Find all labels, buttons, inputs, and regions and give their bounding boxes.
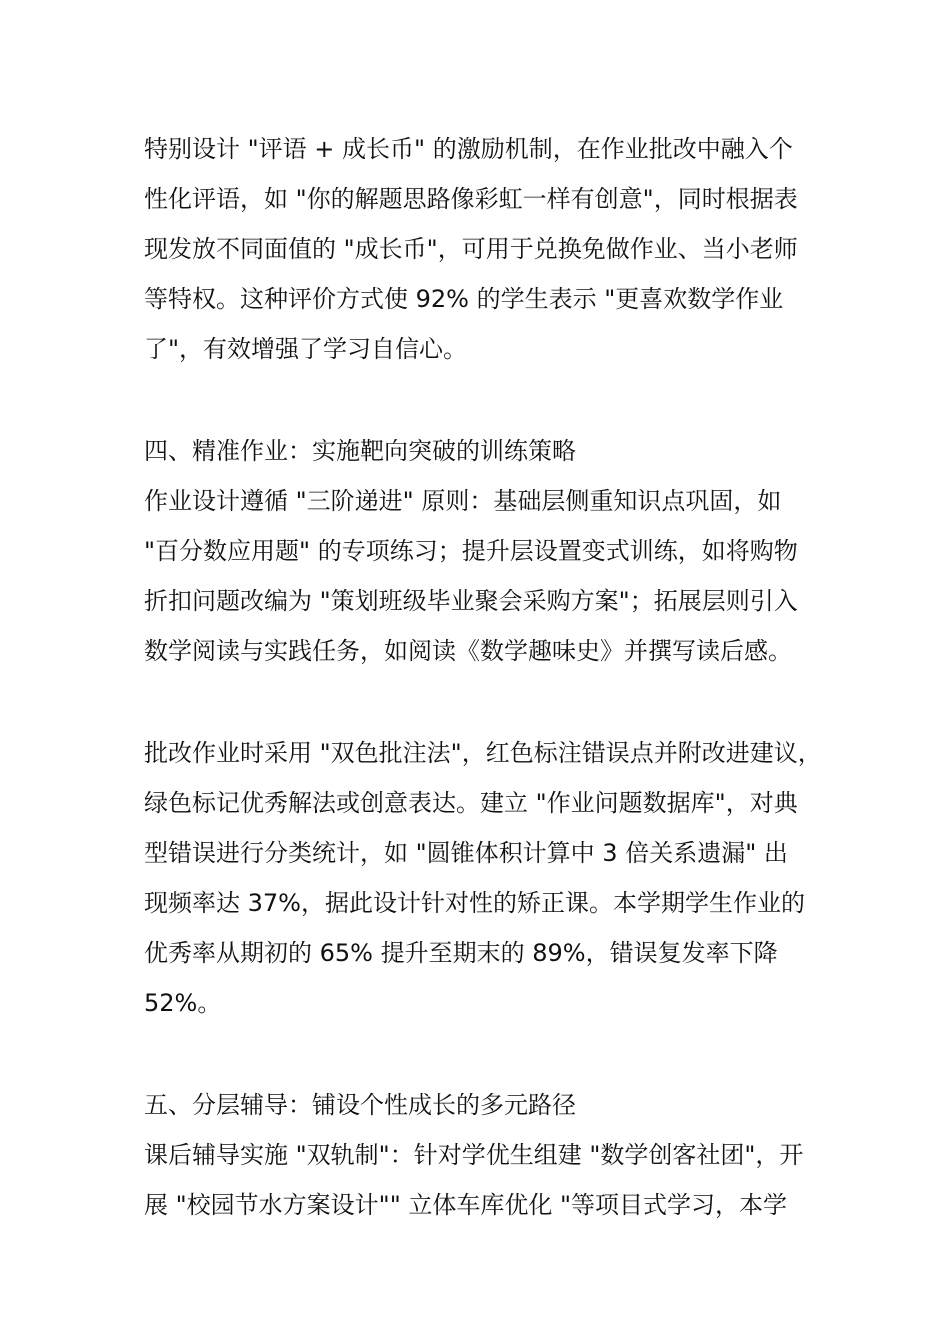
text-line: 等特权。这种评价方式使 92% 的学生表示 "更喜欢数学作业 — [144, 285, 784, 313]
text-line: 现频率达 37%，据此设计针对性的矫正课。本学期学生作业的 — [144, 889, 805, 917]
text-line: 现发放不同面值的 "成长币"，可用于兑换免做作业、当小老师 — [144, 235, 798, 263]
text-line: 优秀率从期初的 65% 提升至期末的 89%，错误复发率下降 — [144, 939, 778, 967]
text-line: 特别设计 "评语 + 成长币" 的激励机制，在作业批改中融入个 — [144, 135, 793, 163]
text-line: 作业设计遵循 "三阶递进" 原则：基础层侧重知识点巩固，如 — [144, 487, 782, 515]
text-line: 了"，有效增强了学习自信心。 — [144, 335, 468, 363]
text-line: 绿色标记优秀解法或创意表达。建立 "作业问题数据库"，对典 — [144, 789, 798, 817]
text-line: 展 "校园节水方案设计"" 立体车库优化 "等项目式学习，本学 — [144, 1191, 788, 1219]
document-page — [144, 124, 824, 1230]
paragraph-gap — [144, 676, 824, 728]
paragraph-gap — [144, 374, 824, 426]
section-heading-4: 四、精准作业：实施靶向突破的训练策略 — [144, 437, 576, 465]
text-line: 批改作业时采用 "双色批注法"，红色标注错误点并附改进建议， — [144, 739, 822, 767]
text-line: 52%。 — [144, 989, 222, 1017]
paragraph-growth-coin — [144, 124, 824, 374]
paragraph-tutoring — [144, 1130, 824, 1230]
section-heading-5: 五、分层辅导：铺设个性成长的多元路径 — [144, 1091, 576, 1119]
text-line: 型错误进行分类统计，如 "圆锥体积计算中 3 倍关系遗漏" 出 — [144, 839, 788, 867]
text-line: 性化评语，如 "你的解题思路像彩虹一样有创意"，同时根据表 — [144, 185, 798, 213]
text-line: 课后辅导实施 "双轨制"：针对学优生组建 "数学创客社团"，开 — [144, 1141, 804, 1169]
text-line: 折扣问题改编为 "策划班级毕业聚会采购方案"；拓展层则引入 — [144, 587, 798, 615]
text-line: 数学阅读与实践任务，如阅读《数学趣味史》并撰写读后感。 — [144, 637, 792, 665]
paragraph-grading-method — [144, 728, 824, 1028]
text-line: "百分数应用题" 的专项练习；提升层设置变式训练，如将购物 — [144, 537, 798, 565]
paragraph-homework-design — [144, 476, 824, 676]
paragraph-gap — [144, 1028, 824, 1080]
